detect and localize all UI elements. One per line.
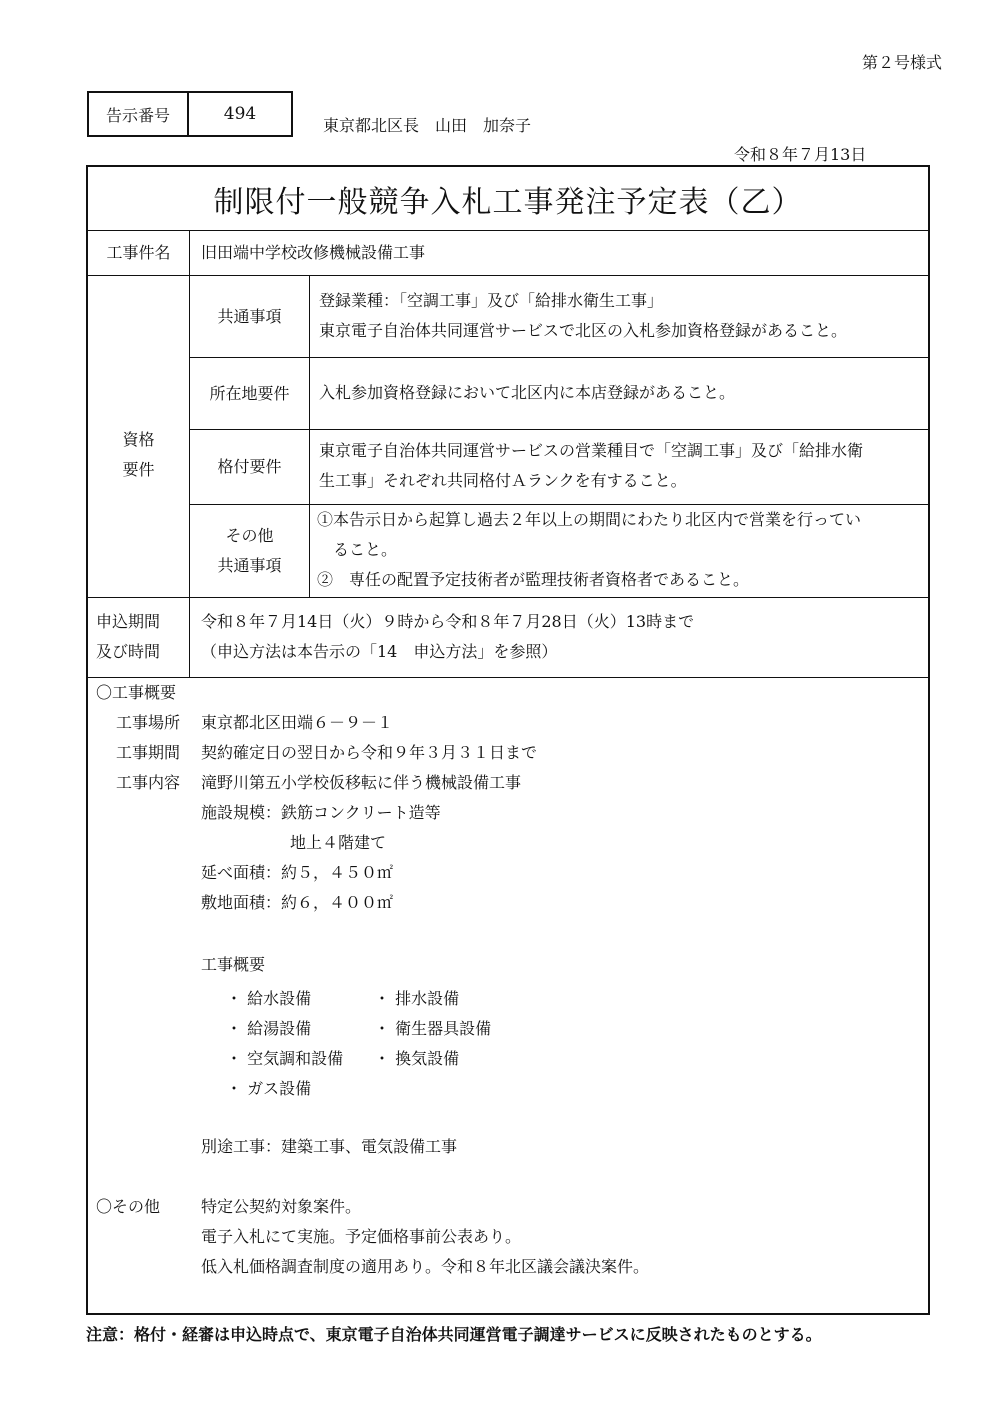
- period-value: 契約確定日の翌日から令和９年３月３１日まで: [201, 743, 538, 762]
- issue-date: 令和８年７月13日: [734, 145, 867, 164]
- rule-qualification: [88, 597, 928, 598]
- location-requirement-label: 所在地要件: [209, 383, 290, 403]
- list-item: ・ 排水設備: [374, 989, 460, 1008]
- application-label: 申込期間 及び時間: [96, 612, 161, 661]
- project-label: 工事件名: [106, 243, 171, 262]
- notice-number-value: 494: [223, 104, 257, 124]
- notice-number-box: [87, 91, 293, 137]
- location-requirement-text: 入札参加資格登録において北区内に本店登録があること。: [319, 383, 736, 402]
- list-item: ・ 換気設備: [374, 1049, 460, 1068]
- content-label: 工事内容: [116, 773, 181, 792]
- facility-floors: 地上４階建て: [290, 833, 387, 852]
- notice-number-label: 告示番号: [89, 93, 189, 135]
- other-heading: 〇その他: [96, 1197, 161, 1216]
- other-common-line-1: ①本告示日から起算し過去２年以上の期間にわたり北区内で営業を行ってい: [317, 510, 862, 529]
- other-line-2: 電子入札にて実施。予定価格事前公表あり。: [201, 1227, 522, 1246]
- floor-area: 延べ面積：約５，４５０㎡: [201, 863, 394, 882]
- facility-scale: 施設規模：鉄筋コンクリート造等: [201, 803, 441, 822]
- rating-requirement-line-1: 東京電子自治体共同運営サービスの営業種目で「空調工事」及び「給排水衛: [319, 441, 864, 460]
- common-items-line-1: 登録業種：「空調工事」及び「給排水衛生工事」: [319, 291, 664, 310]
- common-items-line-2: 東京電子自治体共同運営サービスで北区の入札参加資格登録があること。: [319, 321, 848, 340]
- period-label: 工事期間: [116, 743, 181, 762]
- list-item: ・ 給水設備: [226, 989, 312, 1008]
- form-number: 第２号様式: [862, 53, 943, 72]
- other-common-label: その他 共通事項: [217, 526, 282, 575]
- rating-requirement-label: 格付要件: [217, 457, 282, 476]
- footnote: 注意：格付・経審は申込時点で、東京電子自治体共同運営電子調達サービスに反映されたものとする。: [86, 1325, 822, 1344]
- application-period: 令和８年７月14日（火）９時から令和８年７月28日（火）13時まで: [201, 612, 695, 631]
- list-item: ・ ガス設備: [226, 1079, 312, 1098]
- qualification-label: 資格 要件: [122, 430, 155, 479]
- application-method-note: （申込方法は本告示の「14 申込方法」を参照）: [201, 642, 558, 661]
- rule-sub-label-column: [309, 276, 310, 597]
- overview-heading: 〇工事概要: [96, 683, 177, 702]
- separate-works: 別途工事：建築工事、電気設備工事: [201, 1137, 458, 1156]
- other-line-1: 特定公契約対象案件。: [201, 1197, 362, 1216]
- project-name: 旧田端中学校改修機械設備工事: [201, 243, 426, 262]
- other-common-line-3: ② 専任の配置予定技術者が監理技術者資格者であること。: [317, 570, 750, 589]
- list-item: ・ 給湯設備: [226, 1019, 312, 1038]
- summary-heading: 工事概要: [201, 955, 266, 974]
- rating-requirement-line-2: 生工事」それぞれ共同格付Ａランクを有すること。: [319, 471, 687, 490]
- rule-application: [88, 677, 928, 678]
- page-title: 制限付一般競争入札工事発注予定表（乙）: [213, 185, 803, 220]
- site-area: 敷地面積：約６，４００㎡: [201, 893, 394, 912]
- content-value: 滝野川第五小学校仮移転に伴う機械設備工事: [201, 773, 522, 792]
- other-line-3: 低入札価格調査制度の適用あり。令和８年北区議会議決案件。: [201, 1257, 650, 1276]
- other-common-line-2: ること。: [317, 540, 398, 559]
- location-value: 東京都北区田端６－９－１: [201, 713, 394, 732]
- list-item: ・ 空気調和設備: [226, 1049, 344, 1068]
- location-label: 工事場所: [116, 713, 181, 732]
- list-item: ・ 衛生器具設備: [374, 1019, 492, 1038]
- issuer: 東京都北区長 山田 加奈子: [323, 116, 532, 135]
- common-items-label: 共通事項: [217, 306, 282, 326]
